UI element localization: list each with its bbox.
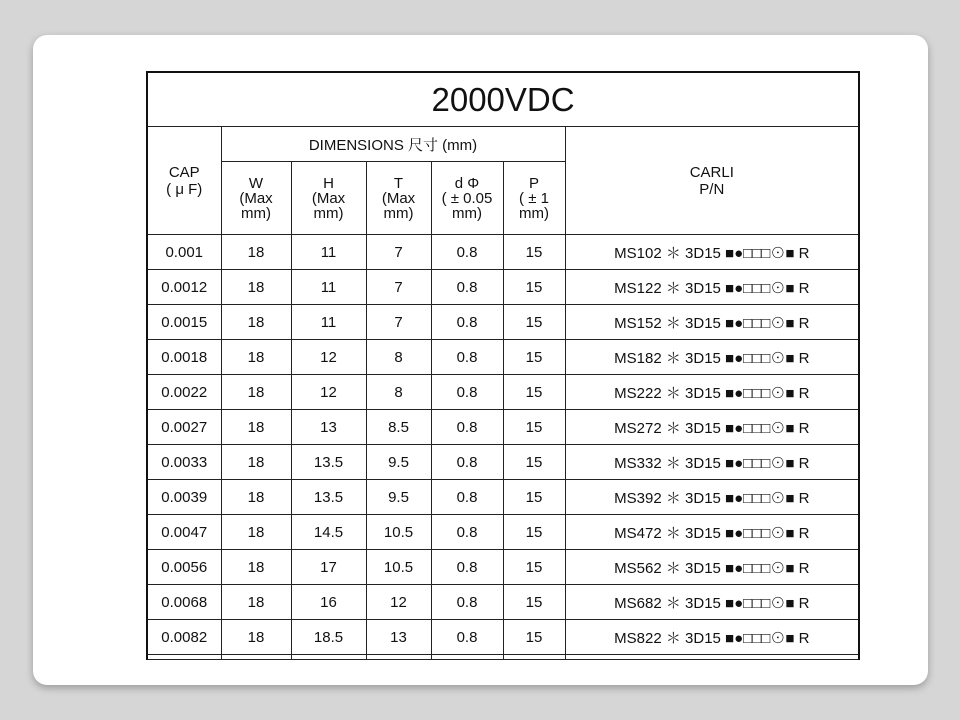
- w-cell: 18: [221, 375, 291, 410]
- w-cell: 18: [221, 340, 291, 375]
- cap-label: CAP: [168, 163, 200, 181]
- cap-cell: 0.0027: [147, 410, 221, 445]
- d-cell: 0.8: [431, 515, 503, 550]
- p-header: [503, 162, 565, 235]
- p-cell: 15: [503, 410, 565, 445]
- part-number-cell: MS122 ＊ 3D15 ■●□□□⊙■ R: [565, 270, 859, 305]
- spec-table: [146, 71, 860, 660]
- w-sub1: (Max: [239, 189, 273, 207]
- pn-label: P/N: [699, 180, 725, 198]
- t-label: T: [393, 174, 404, 192]
- h-sub1: (Max: [311, 189, 346, 207]
- h-cell: 13.5: [291, 480, 366, 515]
- p-cell: 15: [503, 585, 565, 620]
- h-cell: 18.5: [291, 620, 366, 655]
- w-label: W: [248, 174, 264, 192]
- table-row: [147, 445, 859, 480]
- p-cell: 15: [503, 305, 565, 340]
- cutoff-cell: [291, 655, 366, 660]
- table-row: [147, 550, 859, 585]
- table-row: [147, 235, 859, 270]
- p-cell: 15: [503, 515, 565, 550]
- table-row: [147, 515, 859, 550]
- h-cell: 16: [291, 585, 366, 620]
- w-sub2: mm): [241, 204, 271, 222]
- d-sub1: ( ± 0.05: [441, 189, 493, 207]
- part-number-cell: MS332 ＊ 3D15 ■●□□□⊙■ R: [565, 445, 859, 480]
- part-number-cell: MS152 ＊ 3D15 ■●□□□⊙■ R: [565, 305, 859, 340]
- t-cell: 13: [366, 620, 431, 655]
- d-header: [431, 162, 503, 235]
- dimensions-header: DIMENSIONS 尺寸 (mm): [221, 127, 565, 162]
- part-number-cell: MS822 ＊ 3D15 ■●□□□⊙■ R: [565, 620, 859, 655]
- cap-cell: 0.001: [147, 235, 221, 270]
- carli-pn-header: [565, 127, 859, 235]
- p-cell: 15: [503, 550, 565, 585]
- slide-card: [33, 35, 928, 685]
- h-cell: 11: [291, 270, 366, 305]
- d-cell: 0.8: [431, 270, 503, 305]
- t-cell: 9.5: [366, 445, 431, 480]
- d-cell: 0.8: [431, 235, 503, 270]
- t-cell: 7: [366, 305, 431, 340]
- t-cell: 9.5: [366, 480, 431, 515]
- p-label: P: [528, 174, 539, 192]
- w-cell: 18: [221, 235, 291, 270]
- p-cell: 15: [503, 270, 565, 305]
- w-cell: 18: [221, 550, 291, 585]
- cutoff-cell: [221, 655, 291, 660]
- cutoff-cell: [565, 655, 859, 660]
- table-row: [147, 480, 859, 515]
- h-sub2: mm): [313, 204, 344, 222]
- cap-cell: 0.0022: [147, 375, 221, 410]
- cap-unit: ( μ F): [166, 180, 203, 198]
- h-header: [291, 162, 366, 235]
- d-cell: 0.8: [431, 410, 503, 445]
- w-header: [221, 162, 291, 235]
- w-cell: 18: [221, 585, 291, 620]
- table-row: [147, 410, 859, 445]
- h-cell: 13.5: [291, 445, 366, 480]
- cap-cell: 0.0039: [147, 480, 221, 515]
- t-header: [366, 162, 431, 235]
- h-label: H: [323, 174, 334, 192]
- d-cell: 0.8: [431, 585, 503, 620]
- p-cell: 15: [503, 235, 565, 270]
- d-cell: 0.8: [431, 375, 503, 410]
- p-cell: 15: [503, 620, 565, 655]
- cap-cell: 0.0056: [147, 550, 221, 585]
- cap-cell: 0.0082: [147, 620, 221, 655]
- cap-cell: 0.0047: [147, 515, 221, 550]
- cutoff-cell: [147, 655, 221, 660]
- cap-cell: 0.0012: [147, 270, 221, 305]
- t-cell: 8.5: [366, 410, 431, 445]
- part-number-cell: MS272 ＊ 3D15 ■●□□□⊙■ R: [565, 410, 859, 445]
- t-cell: 7: [366, 235, 431, 270]
- d-cell: 0.8: [431, 340, 503, 375]
- p-cell: 15: [503, 375, 565, 410]
- t-cell: 10.5: [366, 550, 431, 585]
- part-number-cell: MS472 ＊ 3D15 ■●□□□⊙■ R: [565, 515, 859, 550]
- h-cell: 11: [291, 235, 366, 270]
- t-sub2: mm): [383, 204, 414, 222]
- t-cell: 12: [366, 585, 431, 620]
- t-cell: 7: [366, 270, 431, 305]
- w-cell: 18: [221, 515, 291, 550]
- d-label: d Φ: [454, 174, 480, 192]
- table-row-cutoff: [147, 655, 859, 660]
- w-cell: 18: [221, 270, 291, 305]
- table-row: [147, 270, 859, 305]
- h-cell: 13: [291, 410, 366, 445]
- cutoff-cell: [366, 655, 431, 660]
- part-number-cell: MS682 ＊ 3D15 ■●□□□⊙■ R: [565, 585, 859, 620]
- carli-label: CARLI: [689, 163, 734, 181]
- w-cell: 18: [221, 620, 291, 655]
- w-cell: 18: [221, 480, 291, 515]
- t-cell: 8: [366, 375, 431, 410]
- p-sub2: mm): [519, 204, 549, 222]
- p-cell: 15: [503, 340, 565, 375]
- table-row: [147, 585, 859, 620]
- cap-cell: 0.0015: [147, 305, 221, 340]
- part-number-cell: MS102 ＊ 3D15 ■●□□□⊙■ R: [565, 235, 859, 270]
- d-cell: 0.8: [431, 550, 503, 585]
- t-cell: 10.5: [366, 515, 431, 550]
- w-cell: 18: [221, 305, 291, 340]
- part-number-cell: MS222 ＊ 3D15 ■●□□□⊙■ R: [565, 375, 859, 410]
- part-number-cell: MS562 ＊ 3D15 ■●□□□⊙■ R: [565, 550, 859, 585]
- cap-cell: 0.0033: [147, 445, 221, 480]
- d-cell: 0.8: [431, 480, 503, 515]
- h-cell: 12: [291, 340, 366, 375]
- h-cell: 14.5: [291, 515, 366, 550]
- p-cell: 15: [503, 445, 565, 480]
- cap-cell: 0.0018: [147, 340, 221, 375]
- t-cell: 8: [366, 340, 431, 375]
- part-number-cell: MS392 ＊ 3D15 ■●□□□⊙■ R: [565, 480, 859, 515]
- d-cell: 0.8: [431, 305, 503, 340]
- table-row: [147, 305, 859, 340]
- d-sub2: mm): [452, 204, 482, 222]
- table-row: [147, 375, 859, 410]
- cutoff-cell: [431, 655, 503, 660]
- table-row: [147, 340, 859, 375]
- w-cell: 18: [221, 445, 291, 480]
- d-cell: 0.8: [431, 620, 503, 655]
- d-cell: 0.8: [431, 445, 503, 480]
- cap-cell: 0.0068: [147, 585, 221, 620]
- h-cell: 11: [291, 305, 366, 340]
- p-cell: 15: [503, 480, 565, 515]
- p-sub1: ( ± 1: [519, 189, 549, 207]
- t-sub1: (Max: [381, 189, 416, 207]
- h-cell: 17: [291, 550, 366, 585]
- table-row: [147, 620, 859, 655]
- h-cell: 12: [291, 375, 366, 410]
- table-title: 2000VDC: [147, 72, 859, 127]
- cutoff-cell: [503, 655, 565, 660]
- w-cell: 18: [221, 410, 291, 445]
- cap-header: [147, 127, 221, 235]
- part-number-cell: MS182 ＊ 3D15 ■●□□□⊙■ R: [565, 340, 859, 375]
